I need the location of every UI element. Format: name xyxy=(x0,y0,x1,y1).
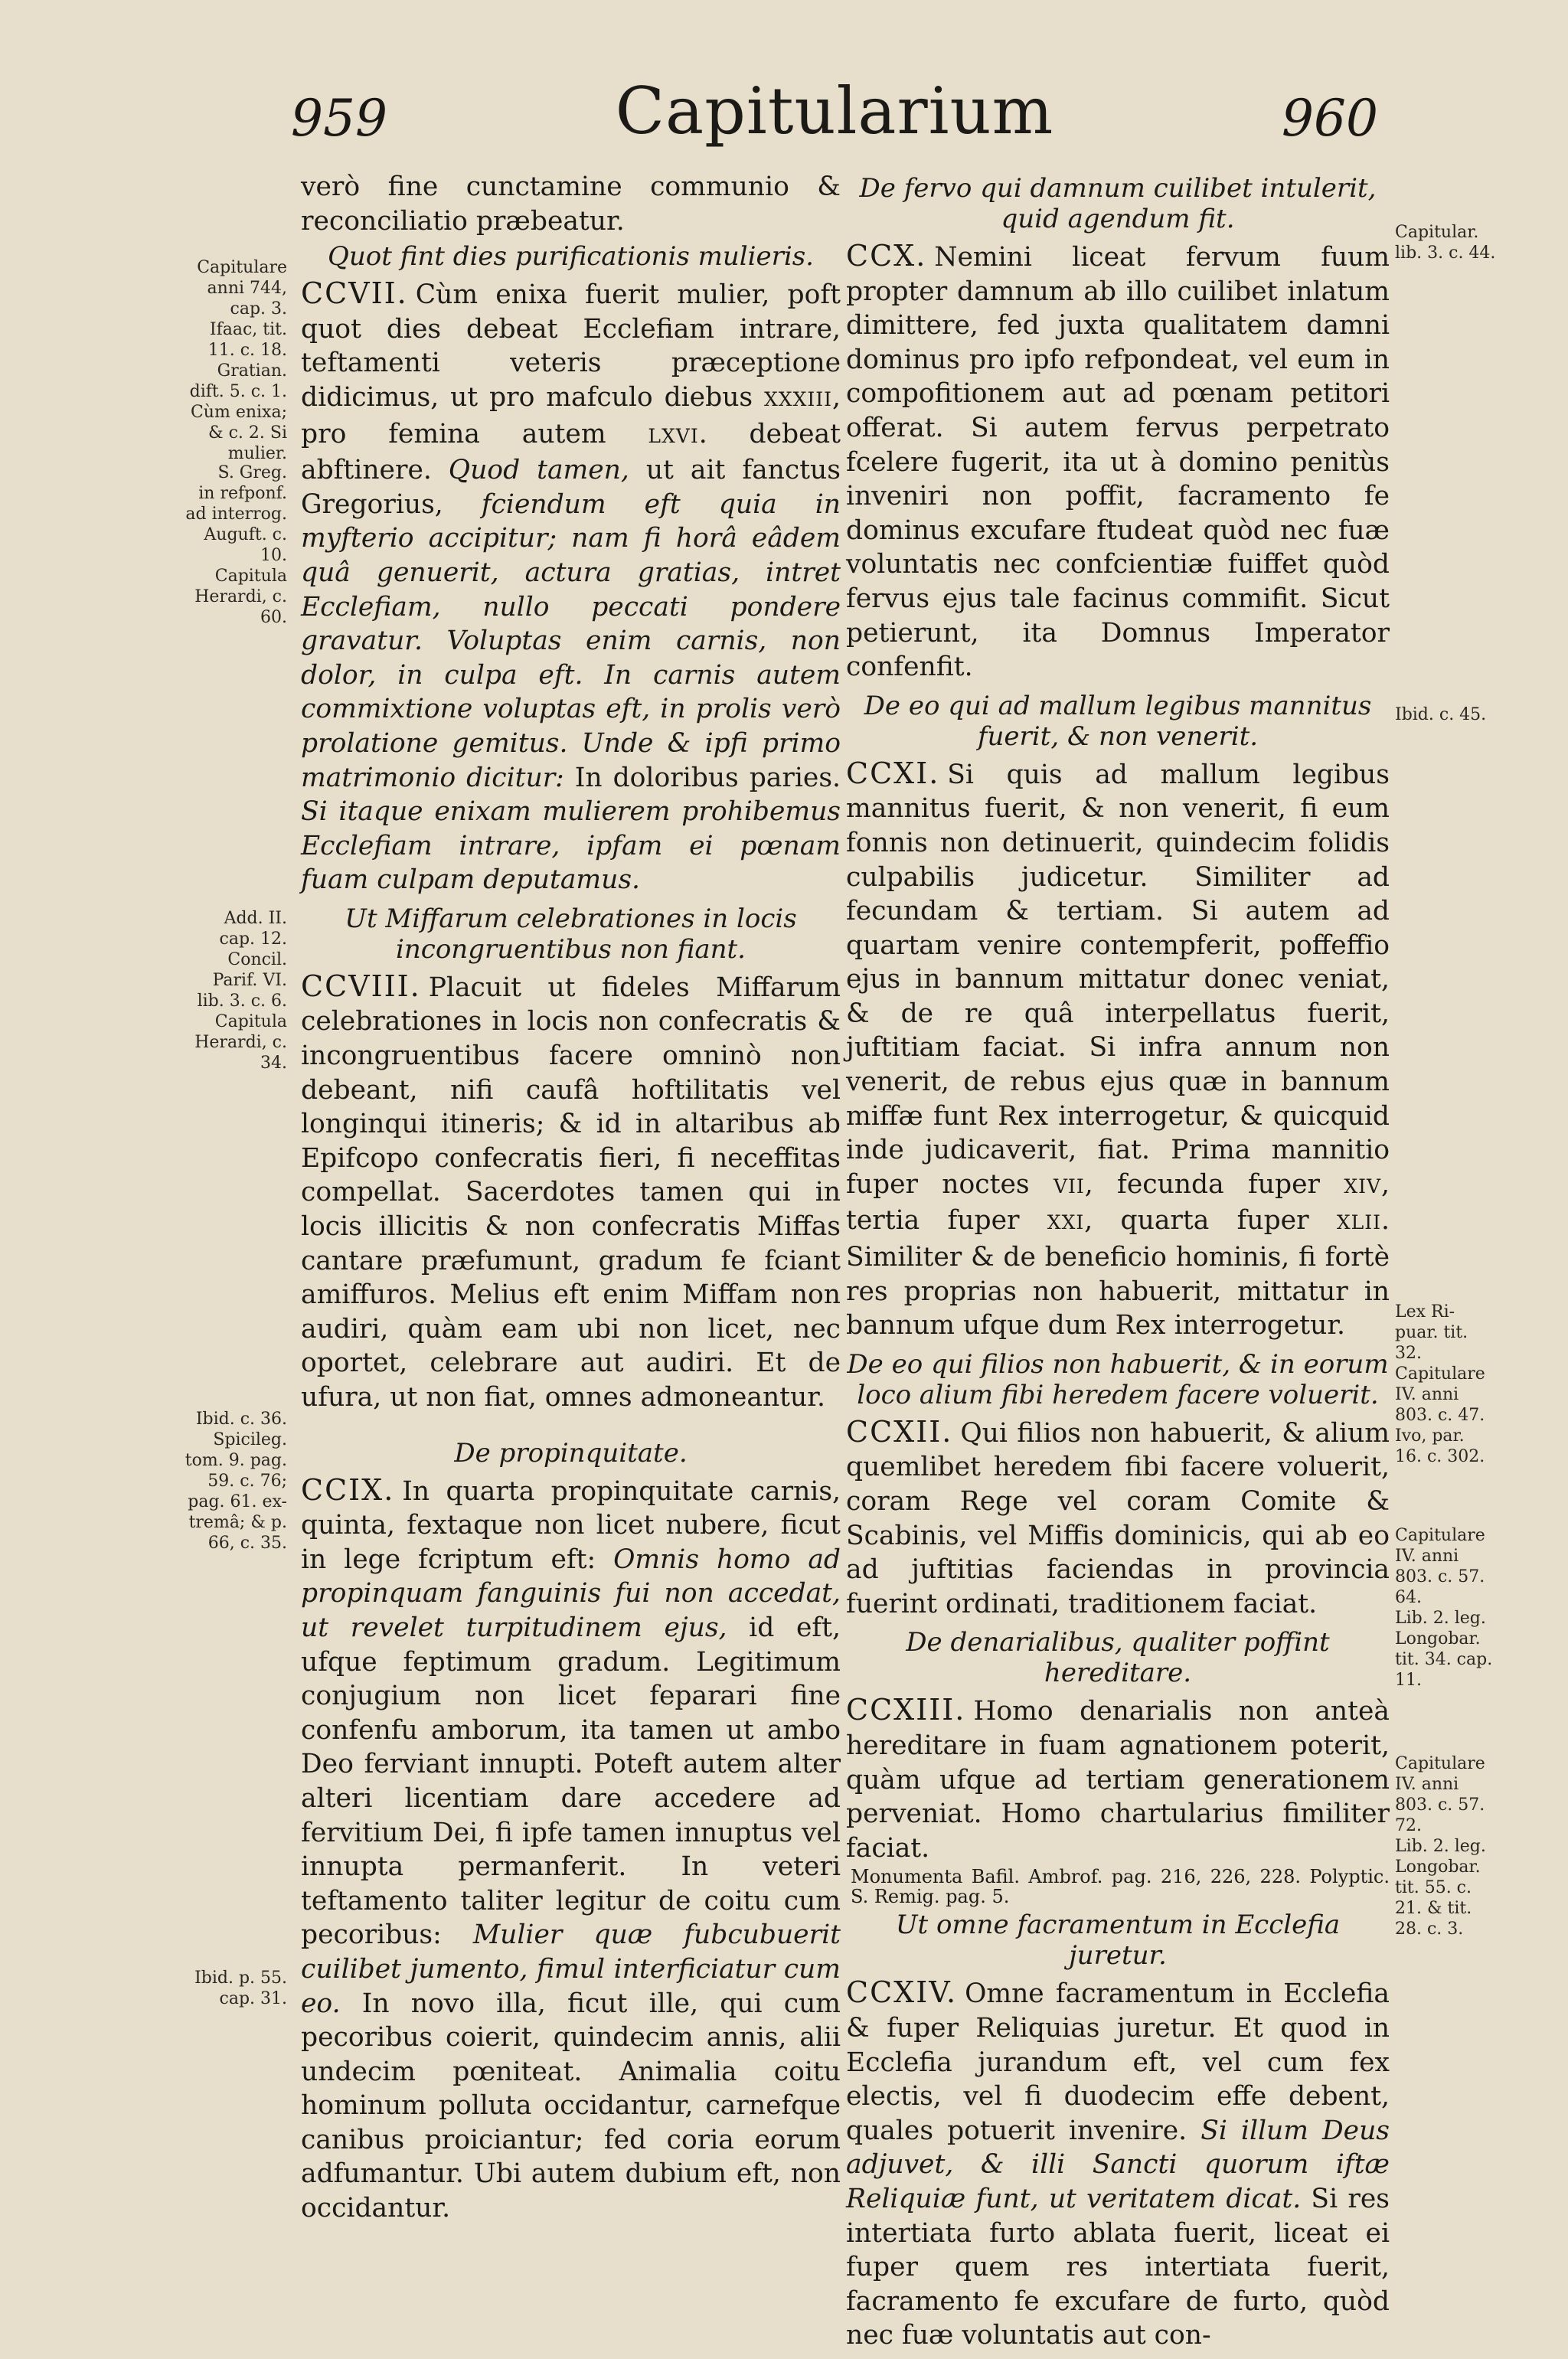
section-title-208: Ut Miffarum celebrationes in locis incongruentibus non fiant. xyxy=(345,903,797,965)
source-reference: Monumenta Bafil. Ambrof. pag. 216, 226, 228. Polyptic. S. Remig. pag. 5. xyxy=(851,1866,1390,1908)
section-212: CCXII. Qui filios non habuerit, & alium quemlibet heredem fibi facere voluerit, coram Rege vel coram Comite & Scabinis, vel Miffis dominicis, qui ab eo ad juftitias faciendas in provincia fuerint ordinati, traditionem faciat. xyxy=(846,1414,1390,1619)
section-title-209: De propinquitate. xyxy=(454,1437,688,1469)
section-213: CCXIII. Homo denarialis non anteà hereditare in fuam agnationem poterit, quàm ufque ad tertiam generationem perveniat. Homo chartularius fimiliter faciat. xyxy=(846,1693,1390,1864)
chapter-number-208: CCVIII. xyxy=(301,969,421,1003)
margin-note-left-1: Capitulare anni 744, cap. 3. Ifaac, tit. 11. c. 18. Gratian. dift. 5. c. 1. Cùm enixa; & c. 2. Si mulier. xyxy=(189,258,287,463)
section-211: CCXI. Si quis ad mallum legibus mannitus fuerit, & non venerit, fi eum fonnis non detinuerit, quindecim folidis culpabilis judicetur. Similiter ad fecundam & tertiam. Si autem ad quartam venire contempferit, poffeffio ejus in bannum mittatur donec veniat, & de re quâ interpellatus fuerit, juftitiam faciat. Si infra annum non venerit, de rebus ejus quæ in bannum miffæ funt Rex interrogetur, & quicquid inde judicaverit, fiat. Prima mannitio fuper noctes VII, fecunda fuper XIV, tertia fuper XXI, quarta fuper XLII. Similiter & de beneficio hominis, fi fortè res proprias non habuerit, mittatur in bannum ufque dum Rex interrogetur. xyxy=(846,756,1390,1341)
margin-note-right-1: Capitular. lib. 3. c. 44. xyxy=(1395,223,1496,263)
margin-note-right-5: Capitulare IV. anni 803. c. 57. 72. Lib. 2. leg. Longobar. tit. 55. c. 21. & tit. 28. c. 3. xyxy=(1395,1754,1486,1939)
page-number-right: 960 xyxy=(1282,89,1378,148)
continuation-text: verò fine cunctamine communio & reconciliatio præbeatur. xyxy=(301,172,841,237)
running-title: Capitularium xyxy=(615,74,1054,149)
section-title-210: De fervo qui damnum cuilibet intulerit, quid agendum fit. xyxy=(859,173,1377,234)
margin-note-left-4: Ibid. c. 36. Spicileg. tom. 9. pag. 59. c. 76; pag. 61. ex- tremâ; & p. 66, c. 35. xyxy=(185,1410,287,1553)
section-209: CCIX. In quarta propinquitate carnis, quinta, fextaque non licet nubere, ficut in lege fcriptum eft: Omnis homo ad propinquam fanguinis fui non accedat, ut revelet turpitudinem ejus, id eft, ufque feptimum gradum. Legitimum conjugium non licet feparari fine confenfu amborum, ita tamen ut ambo Deo ferviant innupti. Poteft autem alter alteri licentiam dare accedere ad fervitium Dei, fi ipfe tamen innuptus vel innupta permanferit. In veteri teftamento taliter legitur de coitu cum pecoribus: Mulier quæ fubcubuerit cuilibet jumento, fimul interficiatur cum eo. In novo illa, ficut ille, qui cum pecoribus coierit, quindecim annis, alii undecim pœniteat. Animalia coitu hominum polluta occidantur, carnefque canibus proiciantur; fed coria eorum adfumantur. Ubi autem dubium eft, non occidantur. xyxy=(301,1472,841,2224)
section-208: CCVIII. Placuit ut fideles Miffarum celebrationes in locis non confecratis & incongruentibus facere omninò non debeant, nifi caufâ hoftilitatis vel longinqui itineris; & id in altaribus ab Epifcopo confecratis fieri, fi neceffitas compellat. Sacerdotes tamen qui in locis illicitis & non confecratis Miffas cantare præfumunt, gradum fe fciant amiffuros. Melius eft enim Miffam non audiri, quàm eam ubi non licet, nec oportet, celebrare aut audiri. Et de ufura, ut non fiat, omnes admoneantur. xyxy=(301,969,841,1413)
section-title-213: De denarialibus, qualiter poffint hereditare. xyxy=(906,1627,1330,1689)
chapter-number-210: CCX. xyxy=(846,239,927,273)
margin-note-right-4: Capitulare IV. anni 803. c. 57. 64. Lib. 2. leg. Longobar. tit. 34. cap. 11. xyxy=(1395,1526,1493,1690)
margin-note-right-3: Lex Ri- puar. tit. 32. Capitulare IV. anni 803. c. 47. Ivo, par. 16. c. 302. xyxy=(1395,1302,1485,1466)
section-title-207: Quot fint dies purificationis mulieris. xyxy=(328,241,814,273)
chapter-number-209: CCIX. xyxy=(301,1472,395,1507)
margin-note-left-5: Ibid. p. 55. cap. 31. xyxy=(194,1969,287,2008)
right-column xyxy=(846,170,1390,2359)
page-header xyxy=(291,74,1378,165)
margin-note-left-3: Add. II. cap. 12. Concil. Parif. VI. lib. 3. c. 6. Capitula Herardi, c. 34. xyxy=(194,909,287,1073)
margin-note-right-2: Ibid. c. 45. xyxy=(1395,705,1487,724)
left-column xyxy=(301,170,841,2232)
chapter-number-207: CCVII. xyxy=(301,276,408,311)
section-title-211: De eo qui ad mallum legibus mannitus fuerit, & non venerit. xyxy=(864,690,1372,752)
chapter-number-214: CCXIV. xyxy=(846,1975,958,2010)
section-title-214: Ut omne facramentum in Ecclefia juretur. xyxy=(895,1910,1341,1972)
chapter-number-211: CCXI. xyxy=(846,756,940,790)
section-title-212: De eo qui filios non habuerit, & in eorum loco alium fibi heredem facere voluerit. xyxy=(847,1348,1389,1410)
section-210: CCX. Nemini liceat fervum fuum propter damnum ab illo cuilibet inlatum dimittere, fed juxta qualitatem damni dominus pro ipfo refpondeat, vel eum in compofitionem aut ad pœnam petitori offerat. Si autem fervus perpetrato fcelere fugerit, ita ut à domino penitùs inveniri non poffit, facramento fe dominus excufare ftudeat quòd nec fuæ voluntatis nec confcientiæ fuiffet quòd fervus ejus tale facinus commifit. Sicut petierunt, ita Domnus Imperator confenfit. xyxy=(846,239,1390,683)
chapter-number-213: CCXIII. xyxy=(846,1693,966,1727)
margin-note-left-2: S. Greg. in refponf. ad interrog. Auguft. c. 10. Capitula Herardi, c. 60. xyxy=(185,463,287,627)
chapter-number-212: CCXII. xyxy=(846,1414,953,1449)
page-number-left: 959 xyxy=(291,89,387,148)
section-214: CCXIV. Omne facramentum in Ecclefia & fuper Reliquias juretur. Et quod in Ecclefia jurandum eft, vel cum fex electis, vel fi duodecim effe debent, quales potuerit invenire. Si illum Deus adjuvet, & illi Sancti quorum iftæ Reliquiæ funt, ut veritatem dicat. Si res intertiata furto ablata fuerit, liceat ei fuper quem res intertiata fuerit, facramento fe excufare de furto, quòd nec fuæ voluntatis aut con- xyxy=(846,1975,1390,2351)
section-207: CCVII. Cùm enixa fuerit mulier, poft quot dies debeat Ecclefiam intrare, teftamenti veteris præceptione didicimus, ut pro mafculo diebus XXXIII, pro femina autem LXVI. debeat abftinere. Quod tamen, ut ait fanctus Gregorius, fciendum eft quia in myfterio accipitur; nam fi horâ eâdem quâ genuerit, actura gratias, intret Ecclefiam, nullo peccati pondere gravatur. Voluptas enim carnis, non dolor, in culpa eft. In carnis autem commixtione voluptas eft, in prolis verò prolatione gemitus. Unde & ipfi primo matrimonio dicitur: In doloribus paries. Si itaque enixam mulierem prohibemus Ecclefiam intrare, ipfam ei pœnam fuam culpam deputamus. xyxy=(301,276,841,896)
